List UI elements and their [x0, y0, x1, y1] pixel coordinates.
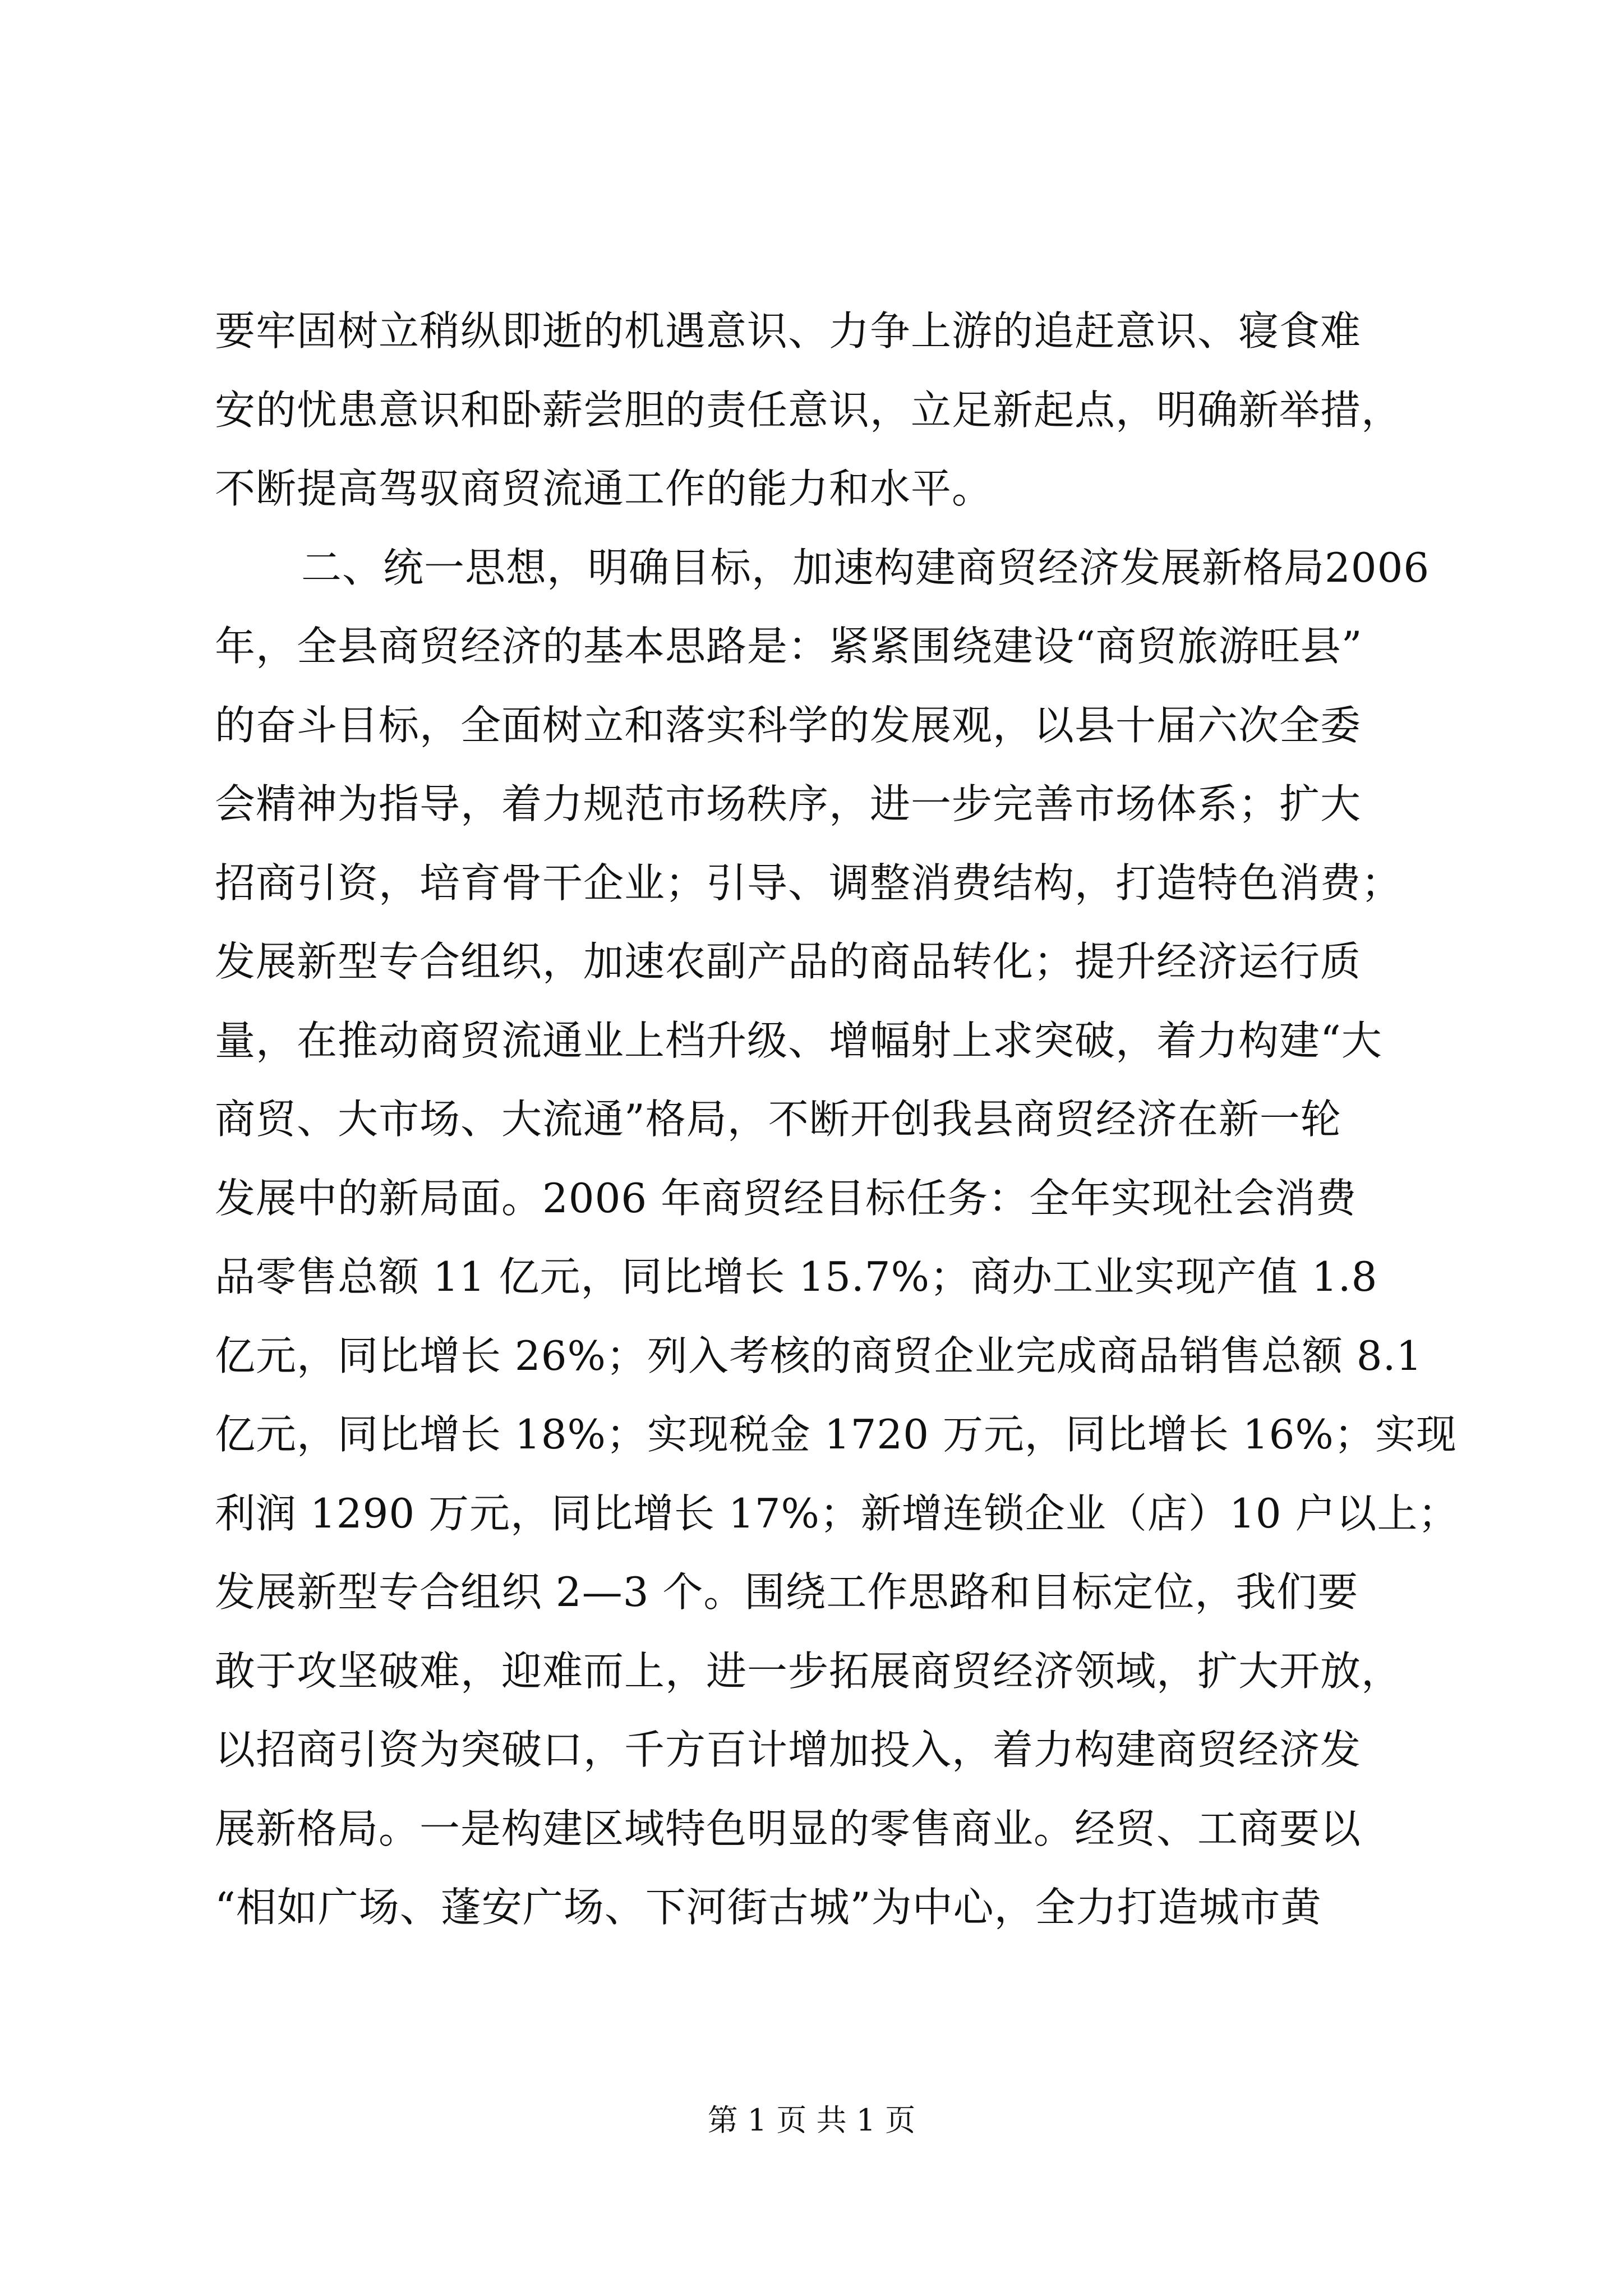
text-line: 安的忧患意识和卧薪尝胆的责任意识，立足新起点，明确新举措， — [215, 386, 1403, 434]
text-line: 二、统一思想，明确目标，加速构建商贸经济发展新格局2006 — [301, 544, 1430, 591]
text-line: 年，全县商贸经济的基本思路是：紧紧围绕建设“商贸旅游旺县” — [215, 623, 1363, 670]
text-line: 发展新型专合组织 2—3 个。围绕工作思路和目标定位，我们要 — [215, 1568, 1359, 1616]
text-line: 的奋斗目标，全面树立和落实科学的发展观，以县十届六次全委 — [215, 701, 1362, 749]
text-line: 会精神为指导，着力规范市场秩序，进一步完善市场体系；扩大 — [215, 780, 1362, 827]
page-footer: 第 1 页 共 1 页 — [707, 2102, 916, 2138]
document-body — [215, 292, 1459, 1947]
text-line: “相如广场、蓬安广场、下河街古城”为中心，全力打造城市黄 — [215, 1884, 1322, 1931]
text-line: 展新格局。一是构建区域特色明显的零售商业。经贸、工商要以 — [215, 1805, 1362, 1852]
text-line: 发展中的新局面。2006 年商贸经目标任务：全年实现社会消费 — [215, 1174, 1357, 1222]
text-line: 亿元，同比增长 26%；列入考核的商贸企业完成商品销售总额 8.1 — [215, 1332, 1423, 1379]
text-line: 商贸、大市场、大流通”格局，不断开创我县商贸经济在新一轮 — [215, 1096, 1341, 1143]
text-line: 要牢固树立稍纵即逝的机遇意识、力争上游的追赶意识、寝食难 — [215, 307, 1362, 355]
text-line: 招商引资，培育骨干企业；引导、调整消费结构，打造特色消费； — [215, 859, 1403, 907]
text-line: 品零售总额 11 亿元，同比增长 15.7%；商办工业实现产值 1.8 — [215, 1253, 1378, 1300]
text-line: 以招商引资为突破口，千方百计增加投入，着力构建商贸经济发 — [215, 1726, 1362, 1773]
text-line: 敢于攻坚破难，迎难而上，进一步拓展商贸经济领域，扩大开放， — [215, 1647, 1403, 1695]
text-line: 不断提高驾驭商贸流通工作的能力和水平。 — [215, 465, 993, 512]
text-line: 利润 1290 万元，同比增长 17%；新增连锁企业（店）10 户以上； — [215, 1489, 1459, 1537]
text-line: 亿元，同比增长 18%；实现税金 1720 万元，同比增长 16%；实现 — [215, 1411, 1457, 1458]
text-line: 发展新型专合组织，加速农副产品的商品转化；提升经济运行质 — [215, 938, 1362, 985]
text-line: 量，在推动商贸流通业上档升级、增幅射上求突破，着力构建“大 — [215, 1016, 1382, 1064]
